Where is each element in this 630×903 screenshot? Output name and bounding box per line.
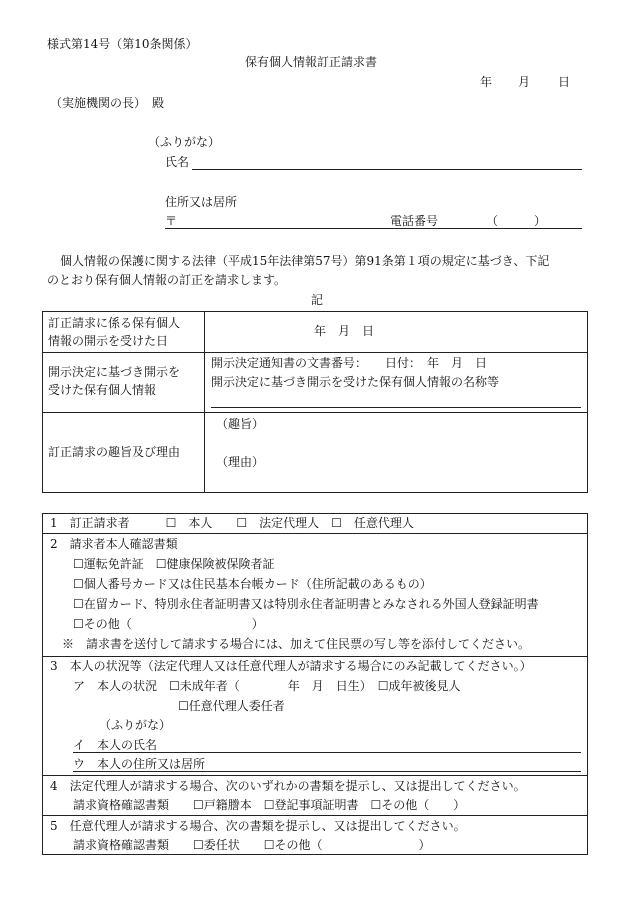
row2-value-1: 開示決定通知書の文書番号： 日付： 年 月 日 (211, 356, 488, 370)
row2-value-2: 開示決定に基づき開示を受けた保有個人情報の名称等 (211, 375, 500, 389)
section-4-title: 4 法定代理人が請求する場合、次のいずれかの書類を提示し、又は提出してください。 (50, 779, 526, 793)
supp-rule-2 (42, 656, 588, 657)
form-number: 様式第14号（第10条関係） (47, 37, 198, 51)
section-2-line-2: ☐個人番号カード又は住民基本台帳カード（住所記載のあるもの） (73, 577, 432, 591)
phone-paren: （ ） (486, 214, 547, 228)
date-month: 月 (518, 75, 531, 89)
section-2-title: 2 請求者本人確認書類 (50, 537, 178, 551)
supp-rule-3 (42, 775, 588, 776)
section-3-furigana: （ふりがな） (99, 718, 172, 732)
row1-label-2: 情報の開示を受けた日 (48, 334, 169, 348)
section-3-u-address: ウ 本人の住所又は居所 (73, 757, 206, 771)
section-3-title: 3 本人の状況等（法定代理人又は任意代理人が請求する場合にのみ記載してください。） (50, 659, 532, 673)
section-3-a-line-1: ア 本人の状況 ☐未成年者（ 年 月 日生） ☐成年被後見人 (73, 679, 461, 693)
row3-purpose: （趣旨） (216, 417, 265, 431)
address-label: 住所又は居所 (165, 195, 238, 209)
ki-mark: 記 (311, 293, 324, 307)
row1-label-1: 訂正請求に係る保有個人 (48, 316, 181, 330)
section-3-i-name: イ 本人の氏名 (73, 738, 158, 752)
section-2-note: ※ 請求書を送付して請求する場合には、加えて住民票の写し等を添付してください。 (62, 637, 531, 651)
section-5-title: 5 任意代理人が請求する場合、次の書類を提示し、又は提出してください。 (50, 819, 466, 833)
row3-reason: （理由） (216, 455, 265, 469)
section-3-a-line-2: ☐任意代理人委任者 (178, 699, 285, 713)
intro-line-1: 個人情報の保護に関する法律（平成15年法律第57号）第91条第１項の規定に基づき、下記 (60, 254, 550, 268)
row3-label: 訂正請求の趣旨及び理由 (48, 445, 181, 459)
section-2-line-3: ☐在留カード、特別永住者証明書又は特別永住者証明書とみなされる外国人登録証明書 (73, 597, 539, 611)
section-2-line-1: ☐運転免許証 ☐健康保険被保険者証 (73, 557, 275, 571)
supp-rule-1 (42, 533, 588, 534)
name-label: 氏名 (165, 155, 190, 169)
address-field[interactable] (165, 228, 582, 229)
furigana-label: （ふりがな） (148, 135, 221, 149)
page-title: 保有個人情報訂正請求書 (245, 55, 378, 69)
section-5-line: 請求資格確認書類 ☐委任状 ☐その他（ ） (73, 838, 431, 852)
name-field[interactable] (192, 169, 582, 170)
supp-rule-4 (42, 815, 588, 816)
section-3-name-field[interactable] (73, 752, 581, 753)
section-1-requester: 1 訂正請求者 ☐ 本人 ☐ 法定代理人 ☐ 任意代理人 (50, 516, 414, 530)
row2-name-field[interactable] (211, 407, 581, 408)
request-table-rule-2 (42, 412, 588, 413)
section-3-address-field[interactable] (73, 771, 581, 772)
postal-mark: 〒 (165, 214, 178, 228)
intro-line-2: のとおり保有個人情報の訂正を請求します。 (47, 273, 287, 287)
addressee: （実施機関の長） 殿 (50, 96, 165, 110)
date-day: 日 (558, 75, 571, 89)
request-table-rule-1 (42, 352, 588, 353)
section-2-line-4: ☐その他（ ） (73, 617, 264, 631)
date-year: 年 (480, 75, 493, 89)
row2-label-1: 開示決定に基づき開示を (48, 365, 181, 379)
request-table-divider (204, 311, 205, 493)
phone-label: 電話番号 (390, 214, 439, 228)
section-4-line: 請求資格確認書類 ☐戸籍謄本 ☐登記事項証明書 ☐その他（ ） (73, 798, 466, 812)
row1-value: 年 月 日 (314, 324, 375, 338)
row2-label-2: 受けた保有個人情報 (48, 383, 157, 397)
